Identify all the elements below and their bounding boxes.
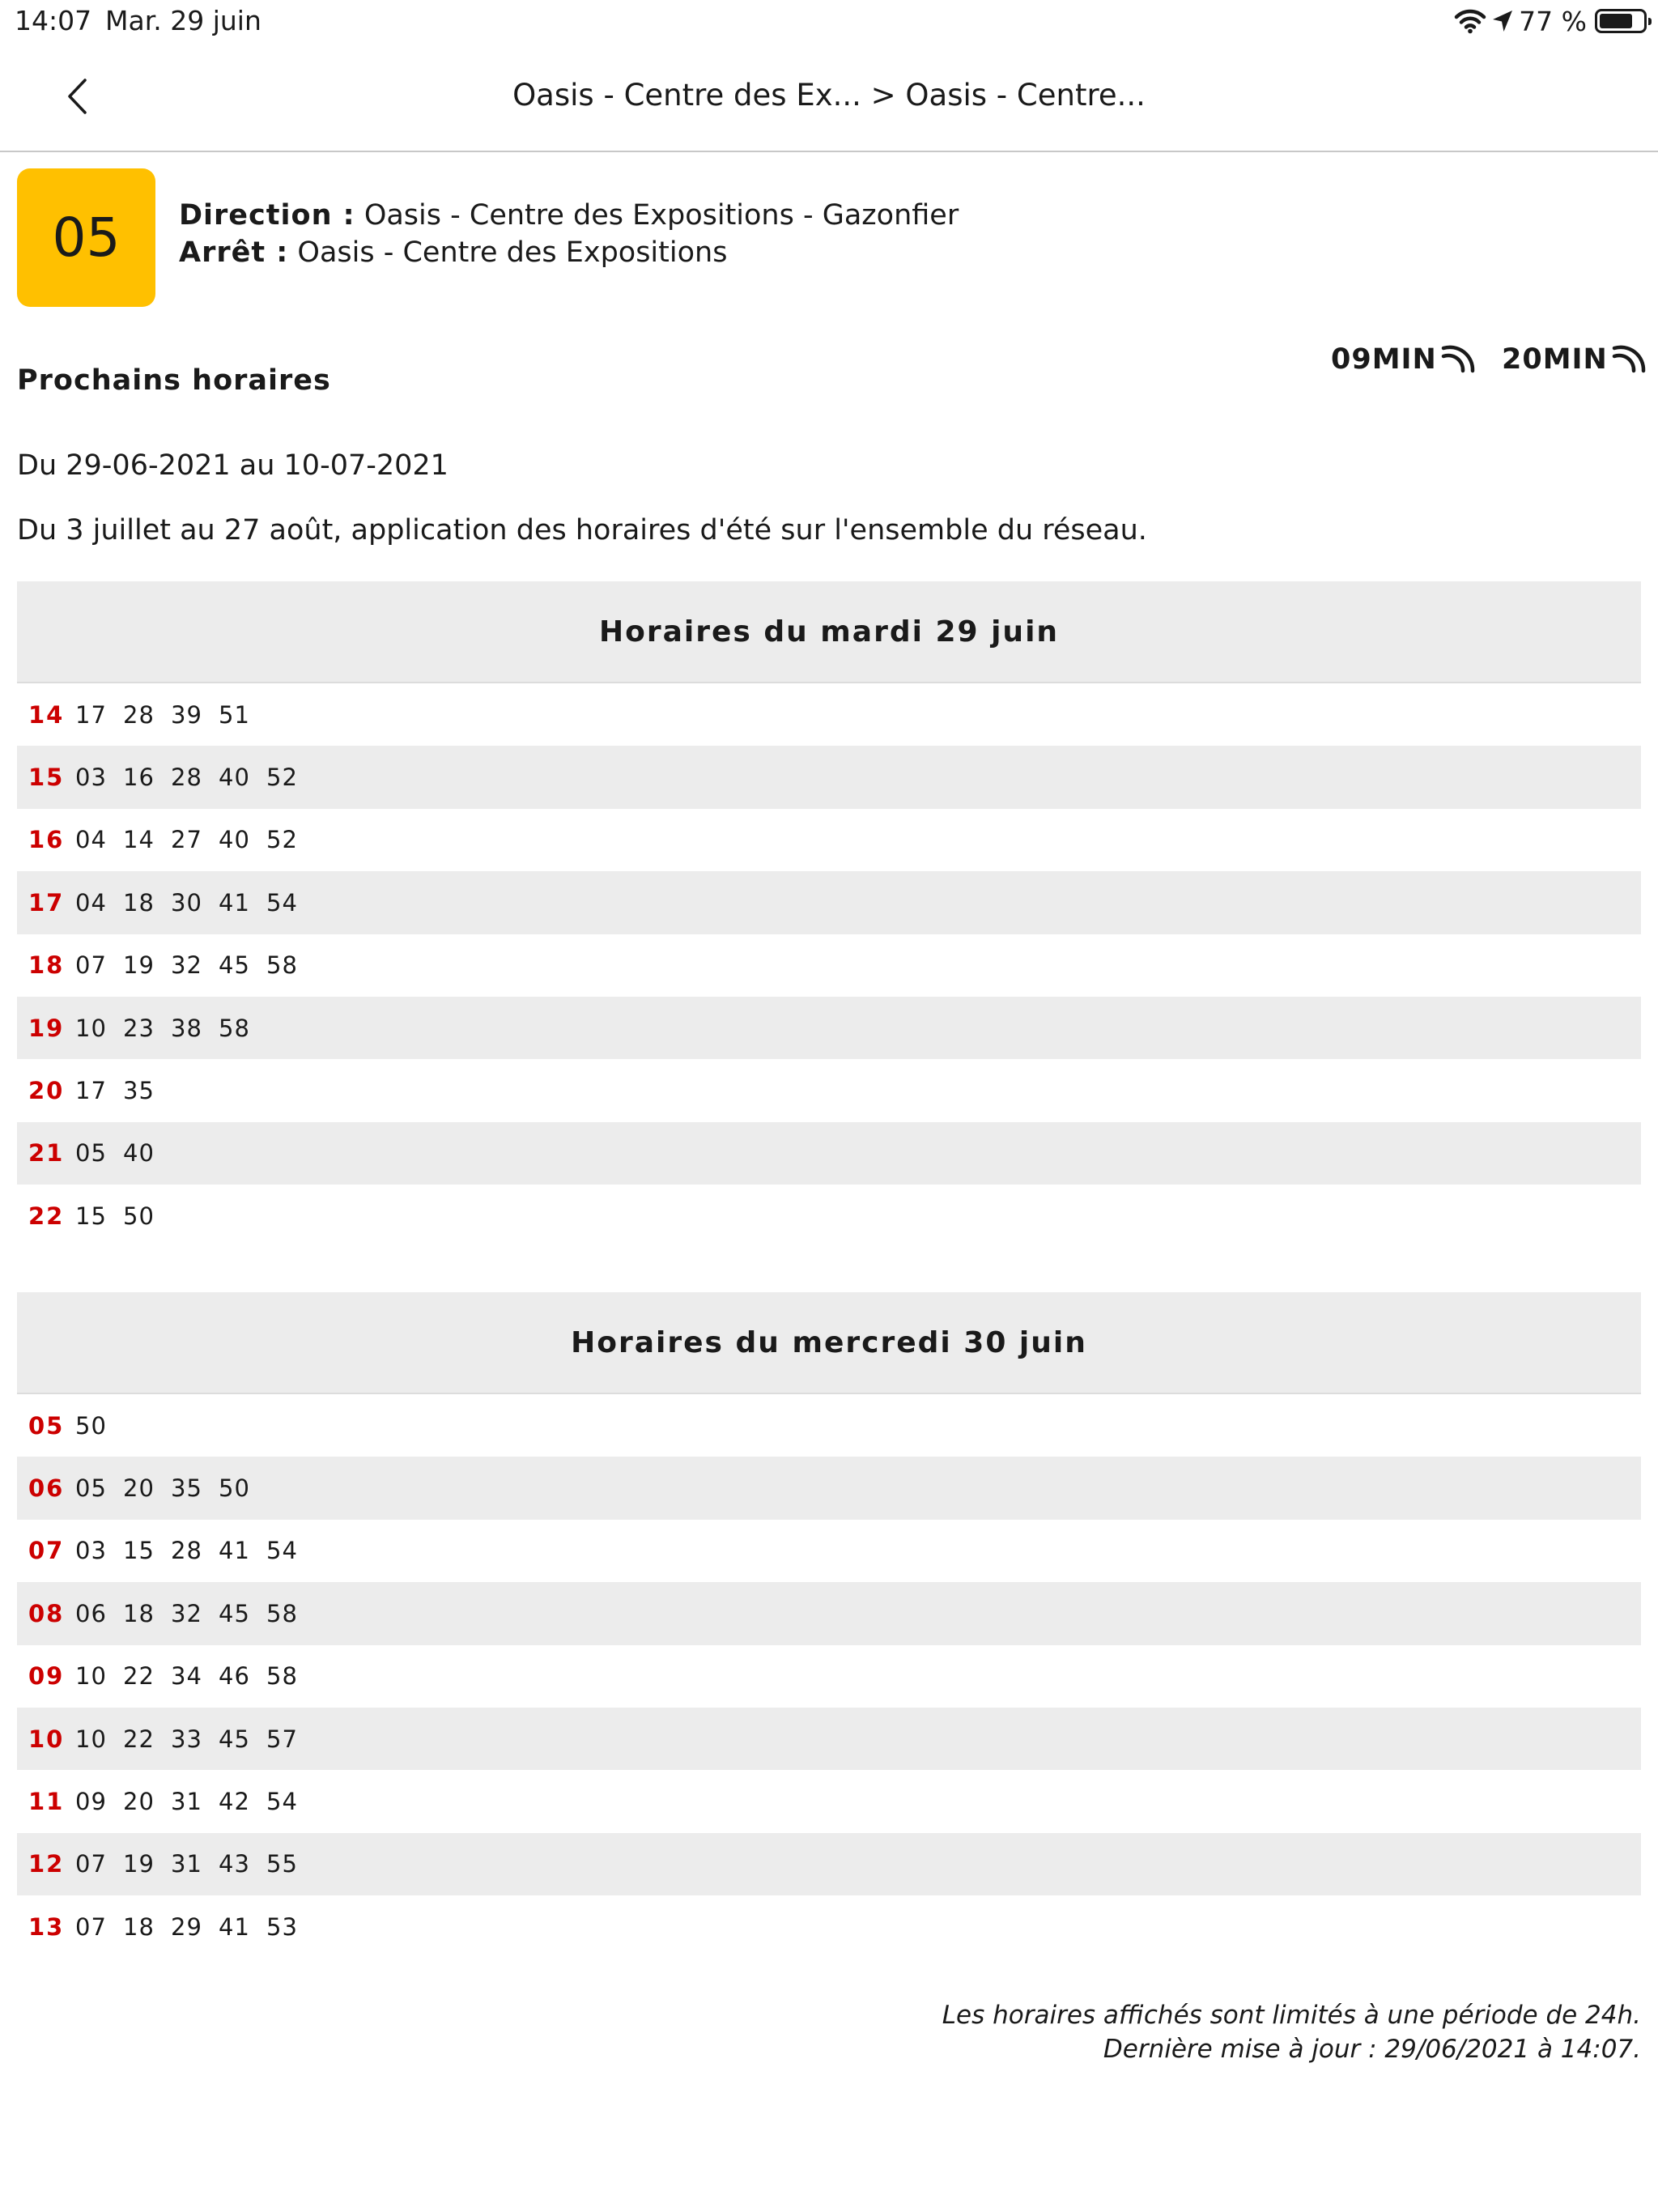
schedule-minute: 58 bbox=[266, 951, 298, 980]
schedule-hour: 10 bbox=[28, 1725, 65, 1753]
schedule-minute: 17 bbox=[75, 1077, 107, 1105]
schedule-minute: 51 bbox=[219, 700, 250, 729]
status-bar bbox=[0, 0, 1658, 42]
schedule-minute: 18 bbox=[123, 888, 155, 917]
schedule-hour: 21 bbox=[28, 1139, 65, 1168]
schedule-minute: 41 bbox=[219, 1537, 250, 1565]
battery-icon bbox=[1595, 9, 1647, 33]
schedule-minutes bbox=[75, 1015, 266, 1042]
schedule-minute: 42 bbox=[219, 1788, 250, 1816]
schedule-minutes bbox=[75, 1850, 314, 1878]
schedule-minute: 17 bbox=[75, 700, 107, 729]
schedule-minute: 45 bbox=[219, 1599, 250, 1627]
schedule-minute: 31 bbox=[171, 1788, 202, 1816]
schedule-minute: 09 bbox=[75, 1788, 107, 1816]
schedule-hour: 13 bbox=[28, 1912, 65, 1941]
schedule-minute: 07 bbox=[75, 1850, 107, 1878]
schedule-minute: 45 bbox=[219, 951, 250, 980]
nav-title: Oasis - Centre des Ex... > Oasis - Centre... bbox=[512, 78, 1146, 113]
schedule-row bbox=[17, 1645, 1641, 1708]
schedule-minute: 18 bbox=[123, 1599, 155, 1627]
schedule-minutes bbox=[75, 1412, 123, 1440]
schedule-minute: 28 bbox=[171, 1537, 202, 1565]
schedule-minute: 58 bbox=[266, 1599, 298, 1627]
schedule-hour: 14 bbox=[28, 700, 65, 729]
schedule-minute: 22 bbox=[123, 1725, 155, 1753]
schedule-row bbox=[17, 1457, 1641, 1519]
realtime-signal-icon bbox=[1611, 338, 1647, 374]
status-indicators bbox=[1454, 3, 1647, 39]
schedule-minute: 05 bbox=[75, 1139, 107, 1168]
schedule-minutes bbox=[75, 764, 314, 791]
schedule-minute: 23 bbox=[123, 1014, 155, 1042]
schedule-minute: 35 bbox=[171, 1474, 202, 1503]
schedule-row bbox=[17, 746, 1641, 808]
schedule-minute: 58 bbox=[266, 1662, 298, 1691]
schedule-table-title: Horaires du mardi 29 juin bbox=[17, 581, 1641, 683]
schedule-minute: 52 bbox=[266, 826, 298, 854]
schedule-row bbox=[17, 871, 1641, 934]
schedule-row bbox=[17, 1582, 1641, 1644]
stop-value: Oasis - Centre des Expositions bbox=[297, 236, 728, 269]
schedule-minute: 28 bbox=[123, 700, 155, 729]
schedule-rows bbox=[17, 683, 1641, 1248]
schedule-minutes bbox=[75, 951, 314, 979]
schedule-minute: 10 bbox=[75, 1014, 107, 1042]
schedule-minute: 19 bbox=[123, 1850, 155, 1878]
schedule-minute: 19 bbox=[123, 951, 155, 980]
schedule-minute: 15 bbox=[123, 1537, 155, 1565]
schedule-row bbox=[17, 1185, 1641, 1247]
schedule-minute: 55 bbox=[266, 1850, 298, 1878]
schedule-minute: 52 bbox=[266, 764, 298, 792]
schedule-minute: 10 bbox=[75, 1725, 107, 1753]
schedule-row bbox=[17, 1833, 1641, 1895]
schedule-hour: 12 bbox=[28, 1850, 65, 1878]
schedule-row bbox=[17, 1708, 1641, 1770]
direction-value: Oasis - Centre des Expositions - Gazonfier bbox=[363, 199, 959, 232]
footer-note bbox=[942, 1998, 1641, 2066]
schedule-minute: 18 bbox=[123, 1912, 155, 1941]
navigation-bar bbox=[0, 42, 1658, 152]
schedule-minute: 16 bbox=[123, 764, 155, 792]
schedule-minute: 40 bbox=[123, 1139, 155, 1168]
schedule-minutes bbox=[75, 1662, 314, 1690]
footer-last-update: Dernière mise à jour : 29/06/2021 à 14:07. bbox=[1103, 2035, 1641, 2064]
schedule-minutes bbox=[75, 1077, 171, 1104]
footer-limit-note: Les horaires affichés sont limités à une période de 24h. bbox=[942, 2001, 1641, 2030]
schedule-hour: 07 bbox=[28, 1537, 65, 1565]
schedule-minutes bbox=[75, 1537, 314, 1564]
schedule-minute: 40 bbox=[219, 826, 250, 854]
schedule-minute: 34 bbox=[171, 1662, 202, 1691]
schedule-minute: 41 bbox=[219, 1912, 250, 1941]
schedule-minute: 10 bbox=[75, 1662, 107, 1691]
schedule-minute: 57 bbox=[266, 1725, 298, 1753]
schedule-minutes bbox=[75, 701, 266, 729]
schedule-minute: 20 bbox=[123, 1788, 155, 1816]
schedule-hour: 19 bbox=[28, 1014, 65, 1042]
next-departure-time: 09MIN bbox=[1331, 343, 1437, 376]
schedule-hour: 16 bbox=[28, 826, 65, 854]
schedule-row bbox=[17, 1770, 1641, 1832]
schedule-hour: 06 bbox=[28, 1474, 65, 1503]
schedule-minute: 14 bbox=[123, 826, 155, 854]
schedule-minutes bbox=[75, 1474, 266, 1502]
schedule-minutes bbox=[75, 1202, 171, 1230]
schedule-minute: 29 bbox=[171, 1912, 202, 1941]
schedule-minute: 33 bbox=[171, 1725, 202, 1753]
schedule-minute: 40 bbox=[219, 764, 250, 792]
schedule-hour: 11 bbox=[28, 1788, 65, 1816]
schedule-minute: 05 bbox=[75, 1474, 107, 1503]
schedule-minute: 07 bbox=[75, 951, 107, 980]
schedule-table-tuesday bbox=[17, 581, 1641, 1248]
schedule-minute: 20 bbox=[123, 1474, 155, 1503]
schedule-minutes bbox=[75, 1788, 314, 1815]
schedule-row bbox=[17, 934, 1641, 997]
status-date: Mar. 29 juin bbox=[105, 5, 261, 36]
schedule-minute: 54 bbox=[266, 1788, 298, 1816]
schedule-minute: 58 bbox=[219, 1014, 250, 1042]
schedule-minute: 50 bbox=[219, 1474, 250, 1503]
schedule-minutes bbox=[75, 826, 314, 853]
realtime-signal-icon bbox=[1440, 338, 1476, 374]
schedule-table-wednesday bbox=[17, 1292, 1641, 1959]
validity-period: Du 29-06-2021 au 10-07-2021 bbox=[17, 449, 449, 482]
schedule-minute: 06 bbox=[75, 1599, 107, 1627]
schedule-minute: 39 bbox=[171, 700, 202, 729]
schedule-minute: 15 bbox=[75, 1202, 107, 1230]
schedule-rows bbox=[17, 1394, 1641, 1959]
summer-notice: Du 3 juillet au 27 août, application des horaires d'été sur l'ensemble du réseau. bbox=[17, 514, 1147, 547]
schedule-minutes bbox=[75, 1725, 314, 1753]
stop-label: Arrêt : bbox=[179, 236, 289, 269]
schedule-minute: 43 bbox=[219, 1850, 250, 1878]
schedule-minute: 54 bbox=[266, 888, 298, 917]
schedule-hour: 22 bbox=[28, 1202, 65, 1230]
line-info bbox=[179, 197, 959, 271]
location-arrow-icon bbox=[1491, 9, 1514, 33]
schedule-minute: 03 bbox=[75, 1537, 107, 1565]
schedule-minutes bbox=[75, 1600, 314, 1627]
schedule-row bbox=[17, 1394, 1641, 1457]
direction-label: Direction : bbox=[179, 199, 355, 232]
schedule-minute: 53 bbox=[266, 1912, 298, 1941]
battery-percent: 77 % bbox=[1519, 5, 1587, 37]
schedule-row bbox=[17, 1520, 1641, 1582]
schedule-minute: 28 bbox=[171, 764, 202, 792]
line-badge: 05 bbox=[17, 168, 155, 307]
schedule-minute: 32 bbox=[171, 951, 202, 980]
schedule-hour: 17 bbox=[28, 888, 65, 917]
stop-row bbox=[179, 234, 959, 271]
next-departure-time: 20MIN bbox=[1502, 343, 1608, 376]
schedule-minutes bbox=[75, 1913, 314, 1941]
schedule-minute: 50 bbox=[75, 1411, 107, 1440]
schedule-row bbox=[17, 1895, 1641, 1958]
schedule-minute: 07 bbox=[75, 1912, 107, 1941]
schedule-row bbox=[17, 683, 1641, 746]
schedule-hour: 15 bbox=[28, 764, 65, 792]
schedule-minute: 41 bbox=[219, 888, 250, 917]
schedule-hour: 08 bbox=[28, 1599, 65, 1627]
schedule-minute: 27 bbox=[171, 826, 202, 854]
schedule-minute: 46 bbox=[219, 1662, 250, 1691]
status-time: 14:07 bbox=[15, 5, 92, 36]
schedule-minute: 32 bbox=[171, 1599, 202, 1627]
schedule-minutes bbox=[75, 1139, 171, 1167]
schedule-minute: 03 bbox=[75, 764, 107, 792]
schedule-row bbox=[17, 1122, 1641, 1185]
schedule-minute: 54 bbox=[266, 1537, 298, 1565]
wifi-icon bbox=[1454, 8, 1486, 34]
schedule-row bbox=[17, 809, 1641, 871]
schedule-minute: 22 bbox=[123, 1662, 155, 1691]
schedule-minute: 30 bbox=[171, 888, 202, 917]
schedule-hour: 05 bbox=[28, 1411, 65, 1440]
schedule-hour: 18 bbox=[28, 951, 65, 980]
schedule-minute: 35 bbox=[123, 1077, 155, 1105]
schedule-minutes bbox=[75, 889, 314, 917]
next-departure-2 bbox=[1502, 343, 1647, 376]
schedule-hour: 20 bbox=[28, 1077, 65, 1105]
direction-row bbox=[179, 197, 959, 234]
schedule-minute: 45 bbox=[219, 1725, 250, 1753]
next-departures-title: Prochains horaires bbox=[17, 364, 331, 397]
schedule-row bbox=[17, 1059, 1641, 1121]
schedule-row bbox=[17, 997, 1641, 1059]
schedule-minute: 38 bbox=[171, 1014, 202, 1042]
schedule-table-title: Horaires du mercredi 30 juin bbox=[17, 1292, 1641, 1394]
schedule-minute: 50 bbox=[123, 1202, 155, 1230]
next-departure-1 bbox=[1331, 343, 1476, 376]
schedule-hour: 09 bbox=[28, 1662, 65, 1691]
schedule-minute: 31 bbox=[171, 1850, 202, 1878]
schedule-minute: 04 bbox=[75, 826, 107, 854]
battery-level bbox=[1600, 14, 1632, 28]
schedule-minute: 04 bbox=[75, 888, 107, 917]
